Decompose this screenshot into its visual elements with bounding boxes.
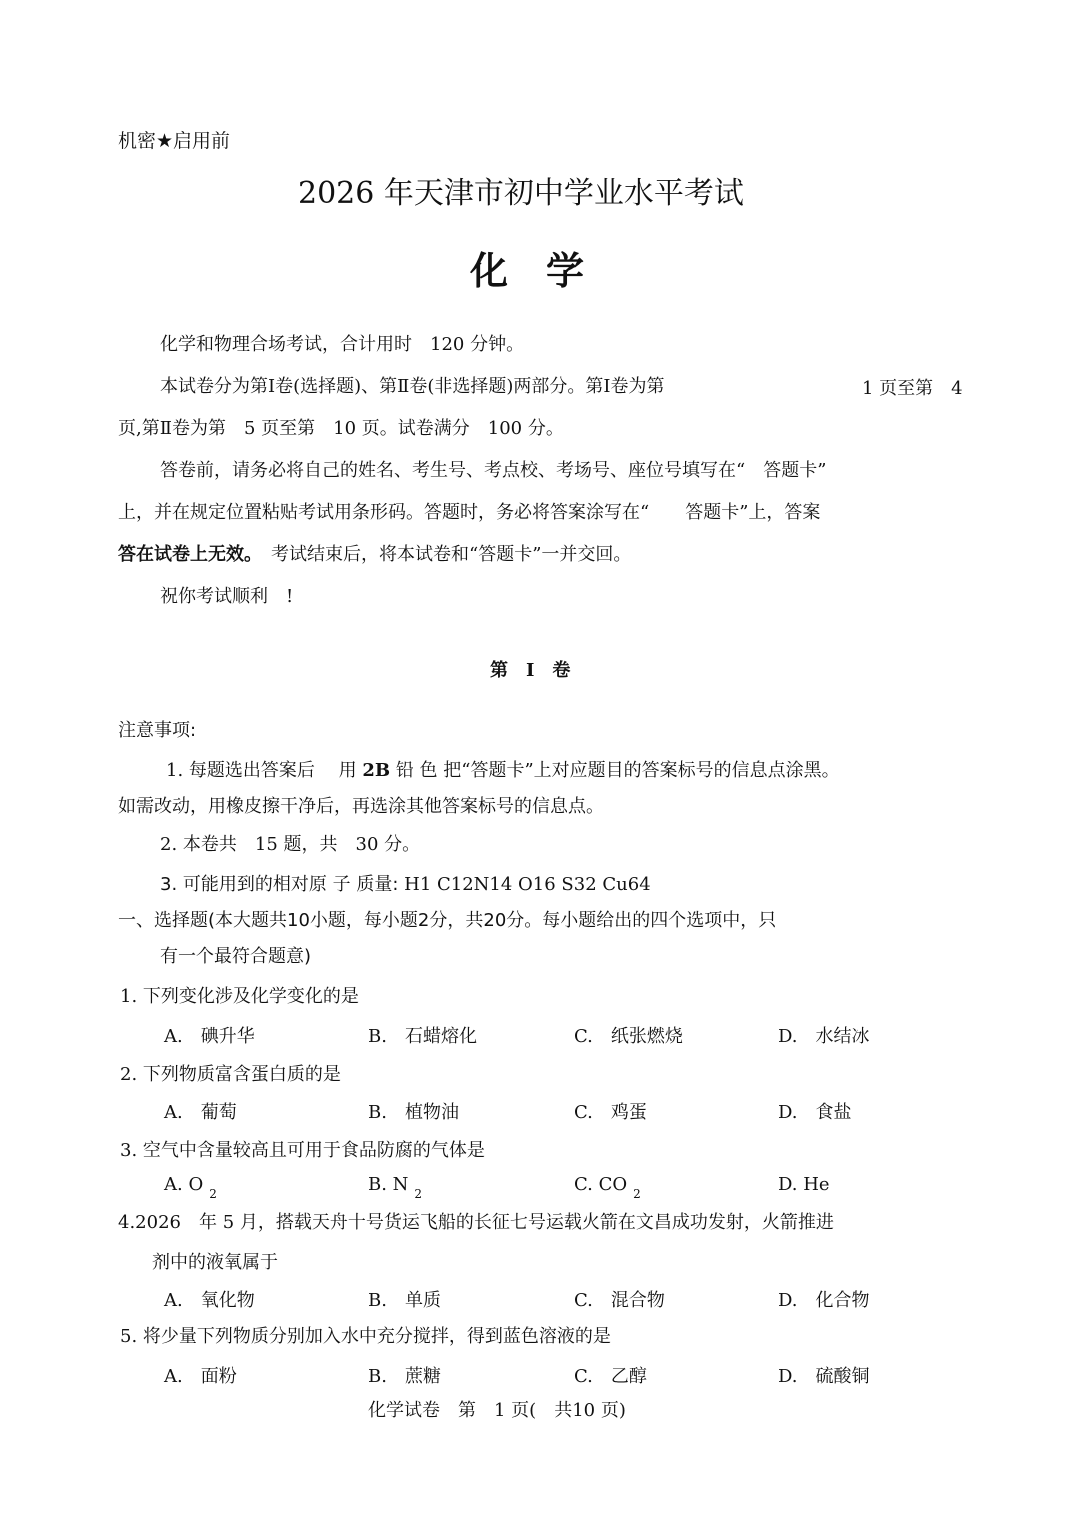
q4-option-b: B. 单质 <box>368 1290 441 1311</box>
q1-option-c: C. 纸张燃烧 <box>574 1026 683 1047</box>
question-1-stem: 1. 下列变化涉及化学变化的是 <box>120 986 359 1007</box>
notice-title: 注意事项: <box>118 720 197 741</box>
q4-option-a: A. 氧化物 <box>164 1290 255 1311</box>
q2-option-b: B. 植物油 <box>368 1102 459 1123</box>
question-5-stem: 5. 将少量下列物质分别加入水中充分搅拌，得到蓝色溶液的是 <box>120 1326 611 1347</box>
q3-option-c-sub: 2 <box>633 1187 641 1201</box>
question-4-stem: 4.2026 年 5 月，搭载天舟十号货运飞船的长征七号运载火箭在文昌成功发射，火箭推进 <box>118 1212 834 1233</box>
q4-option-c: C. 混合物 <box>574 1290 665 1311</box>
q1-option-a: A. 碘升华 <box>164 1026 255 1047</box>
notice-1-cont: 如需改动，用橡皮擦干净后，再选涂其他答案标号的信息点。 <box>118 796 604 817</box>
q3-option-b <box>368 1174 423 1201</box>
notice-3 <box>160 870 651 896</box>
notice-1-text: 1. 每题选出答案后 用 <box>166 760 363 781</box>
q3-option-a <box>164 1174 217 1201</box>
exam-title: 2026 年天津市初中学业水平考试 <box>298 176 744 211</box>
notice-1-text-2: 铅 色 把“答题卡”上对应题目的答案标号的信息点涂黑。 <box>390 760 840 781</box>
intro-line-2b: 1 页至第 4 <box>862 378 963 399</box>
q2-option-c: C. 鸡蛋 <box>574 1102 647 1123</box>
part1-heading: 第 Ⅰ 卷 <box>490 660 571 681</box>
section1-title-1: 一、选择题(本大题共10小题，每小题2分，共20分。每小题给出的四个选项中，只 <box>118 910 777 931</box>
q3-option-a-text: A. O <box>164 1174 204 1195</box>
q3-option-c <box>574 1174 641 1201</box>
q3-option-b-text: B. N <box>368 1174 409 1195</box>
q5-option-a: A. 面粉 <box>164 1366 237 1387</box>
notice-1 <box>166 756 840 782</box>
section1-title-2: 有一个最符合题意) <box>160 946 312 967</box>
q3-option-b-sub: 2 <box>414 1187 423 1201</box>
intro-submit-note: 考试结束后，将本试卷和“答题卡”一并交回。 <box>253 544 632 565</box>
intro-line-4: 答卷前，请务必将自己的姓名、考生号、考点校、考场号、座位号填写在“ 答题卡” <box>160 460 827 481</box>
q1-option-d: D. 水结冰 <box>778 1026 870 1047</box>
intro-invalid-note: 答在试卷上无效。 <box>118 544 253 565</box>
q3-option-d: D. He <box>778 1174 830 1195</box>
intro-line-2a: 本试卷分为第Ⅰ卷(选择题)、第Ⅱ卷(非选择题)两部分。第Ⅰ卷为第 <box>160 376 665 397</box>
q4-option-d: D. 化合物 <box>778 1290 870 1311</box>
notice-2: 2. 本卷共 15 题，共 30 分。 <box>160 834 421 855</box>
q3-option-a-sub: 2 <box>209 1187 217 1201</box>
question-2-stem: 2. 下列物质富含蛋白质的是 <box>120 1064 341 1085</box>
q1-option-b: B. 石蜡熔化 <box>368 1026 477 1047</box>
notice-3-text: 3. 可能用到的相对原 子 质量: <box>160 874 399 895</box>
intro-line-6 <box>118 540 631 566</box>
q2-option-a: A. 葡萄 <box>164 1102 237 1123</box>
page-footer: 化学试卷 第 1 页( 共10 页) <box>368 1400 626 1421</box>
q5-option-b: B. 蔗糖 <box>368 1366 441 1387</box>
notice-1-pencil: 2B <box>362 760 391 781</box>
q5-option-c: C. 乙醇 <box>574 1366 647 1387</box>
q2-option-d: D. 食盐 <box>778 1102 852 1123</box>
q5-option-d: D. 硫酸铜 <box>778 1366 870 1387</box>
subject-title: 化 学 <box>470 249 585 293</box>
intro-line-1: 化学和物理合场考试，合计用时 120 分钟。 <box>160 334 525 355</box>
question-4-stem-cont: 剂中的液氧属于 <box>152 1252 278 1273</box>
intro-line-5: 上，并在规定位置粘贴考试用条形码。答题时，务必将答案涂写在“ 答题卡”上，答案 <box>118 502 821 523</box>
intro-good-luck: 祝你考试顺利 ! <box>160 586 294 607</box>
intro-line-3: 页,第Ⅱ卷为第 5 页至第 10 页。试卷满分 100 分。 <box>118 418 564 439</box>
confidential-label: 机密★启用前 <box>118 130 231 152</box>
question-3-stem: 3. 空气中含量较高且可用于食品防腐的气体是 <box>120 1140 485 1161</box>
notice-3-masses: H1 C12N14 O16 S32 Cu64 <box>398 874 651 895</box>
q3-option-c-text: C. CO <box>574 1174 628 1195</box>
